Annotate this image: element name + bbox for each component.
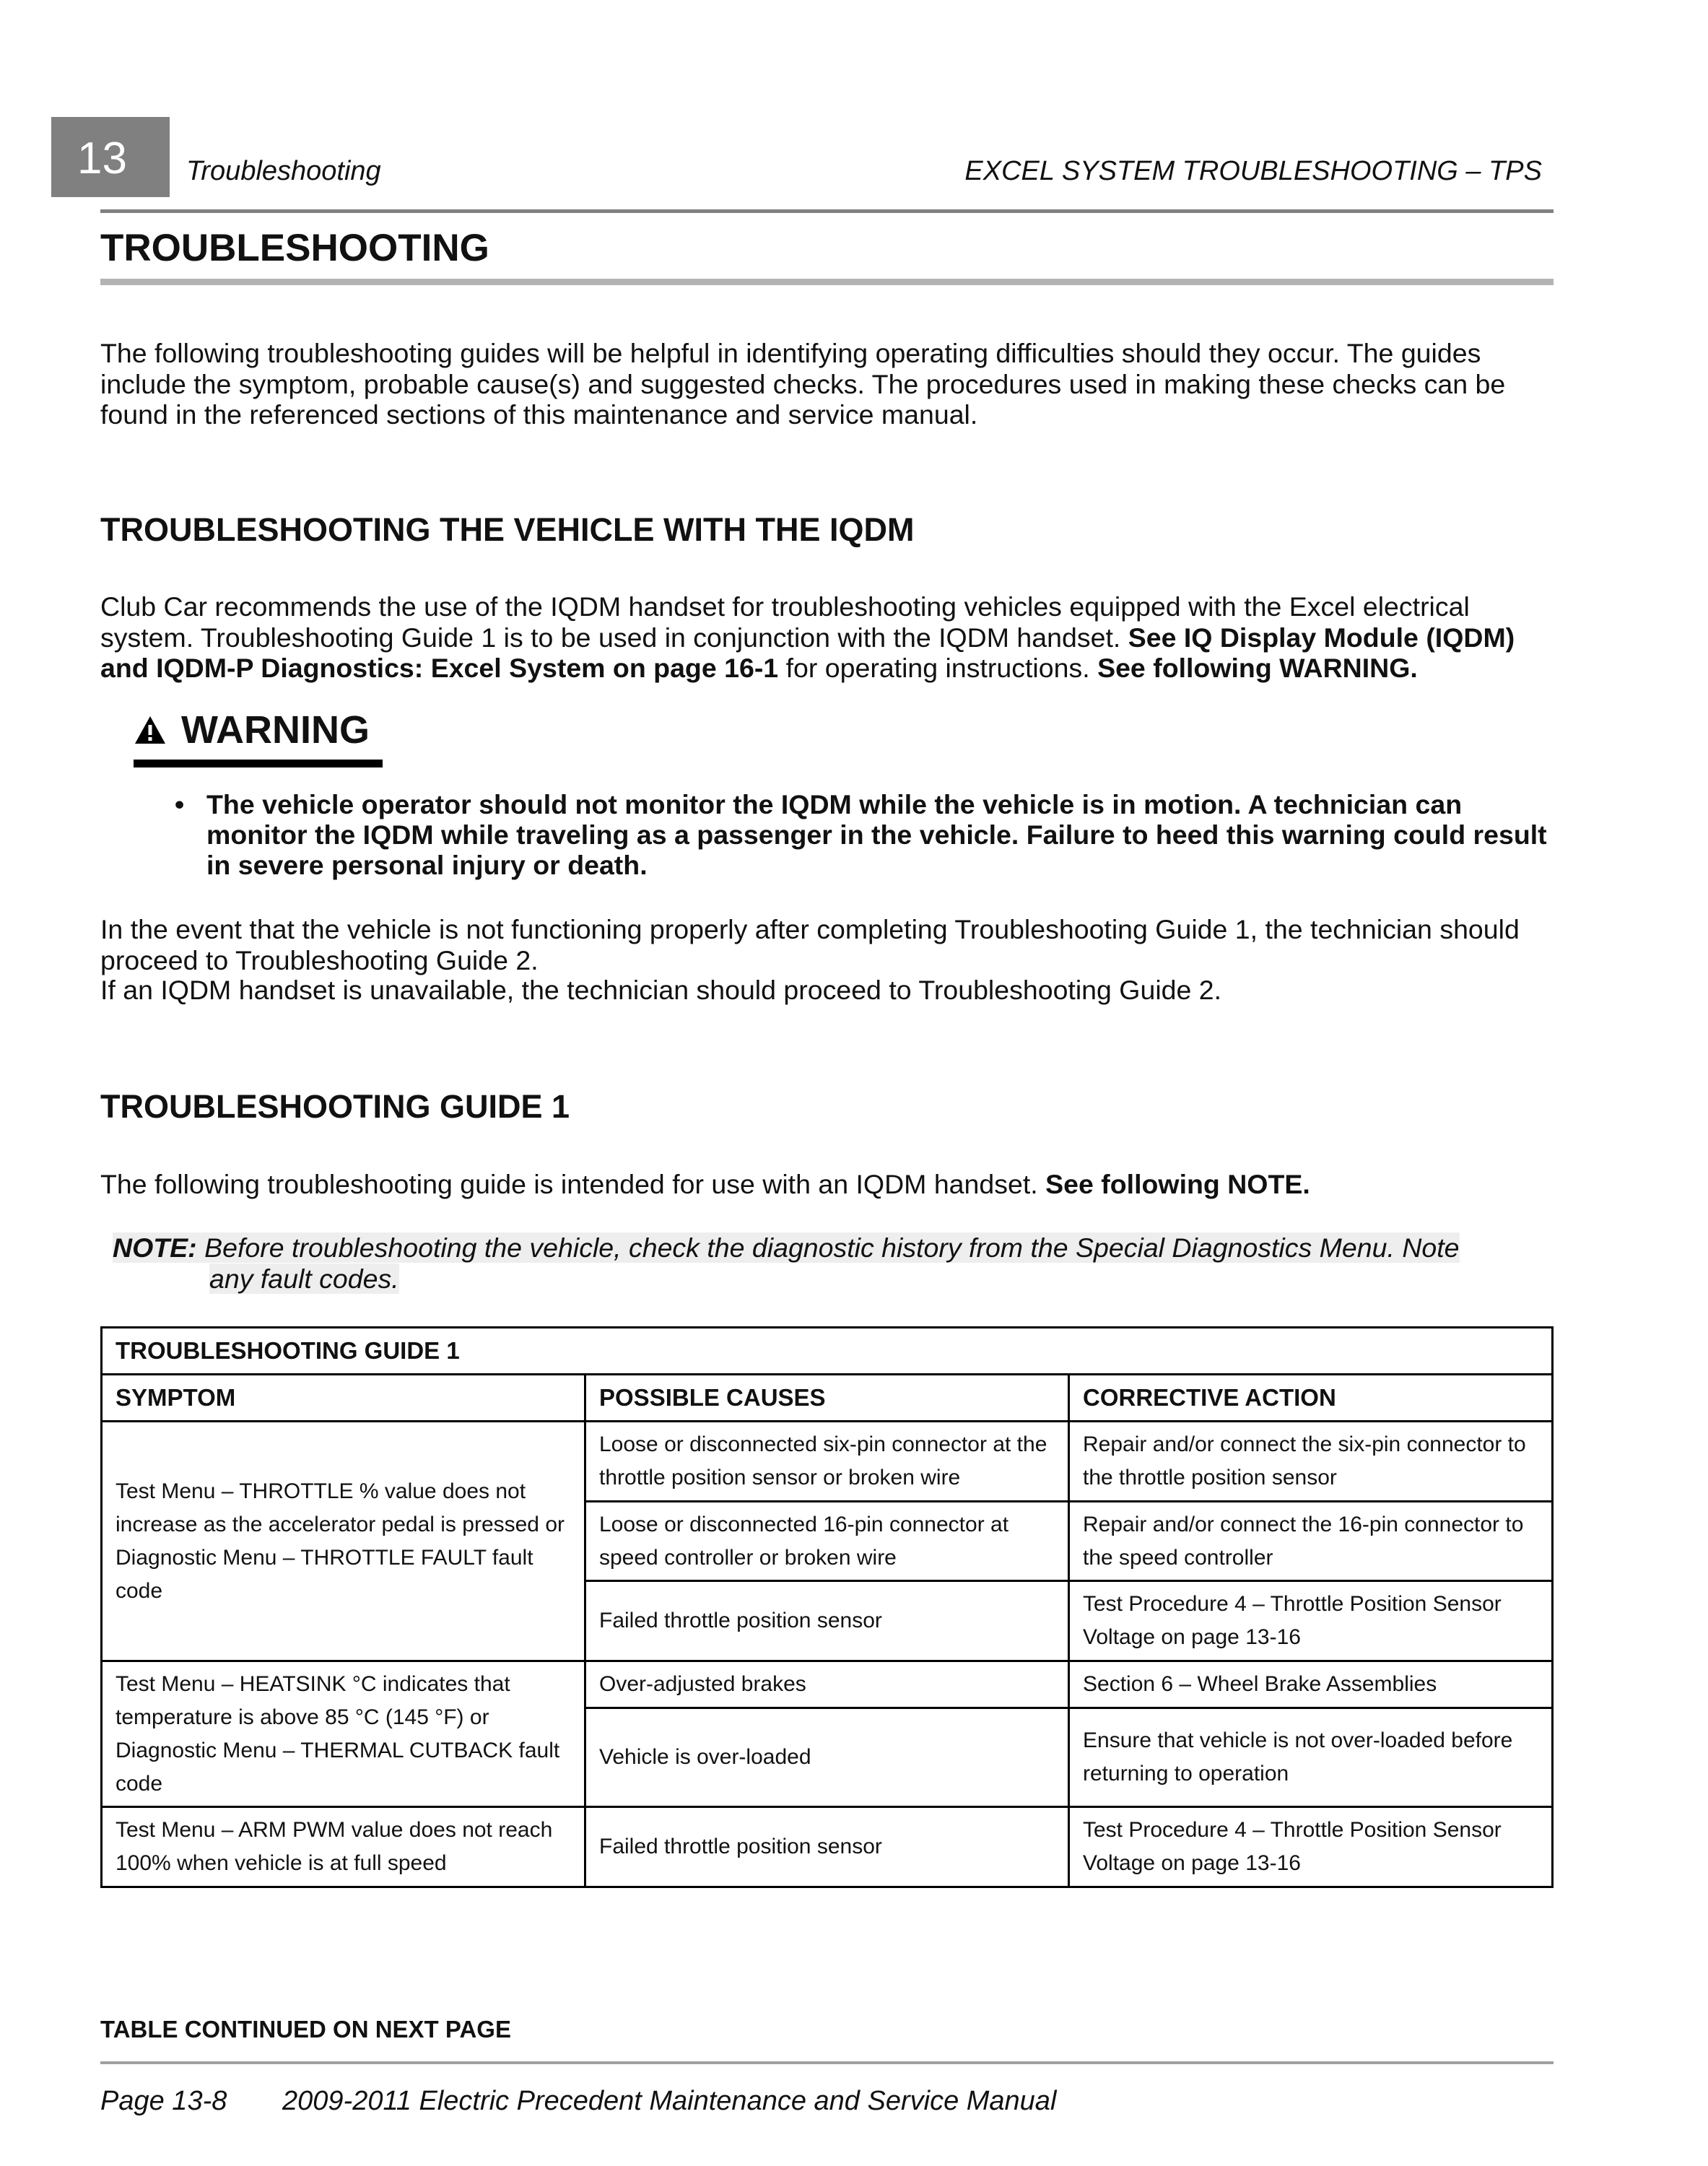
section-name: Troubleshooting	[186, 156, 381, 186]
cause-cell: Loose or disconnected six-pin connector at the throttle position sensor or broken wire	[585, 1422, 1069, 1502]
cause-cell: Failed throttle position sensor	[585, 1807, 1069, 1887]
table-row	[102, 1422, 1553, 1502]
warning-label: WARNING	[181, 708, 370, 752]
note-label: NOTE:	[113, 1232, 197, 1263]
note-reference: See following NOTE.	[1045, 1169, 1310, 1199]
cause-cell: Vehicle is over-loaded	[585, 1708, 1069, 1807]
symptom-cell: Test Menu – THROTTLE % value does not increase as the accelerator pedal is pressed or Diagnostic Menu – THROTTLE FAULT fault code	[102, 1422, 585, 1661]
column-header: CORRECTIVE ACTION	[1069, 1375, 1553, 1422]
table-row	[102, 1661, 1553, 1708]
symptom-cell: Test Menu – HEATSINK °C indicates that temperature is above 85 °C (145 °F) or Diagnostic Menu – THERMAL CUTBACK fault code	[102, 1661, 585, 1807]
action-cell: Test Procedure 4 – Throttle Position Sensor Voltage on page 13-16	[1069, 1581, 1553, 1661]
guide1-paragraph	[100, 1169, 1566, 1200]
paragraph: In the event that the vehicle is not functioning properly after completing Troubleshooting Guide 1, the technician should proceed to Troubleshooting Guide 2.	[100, 914, 1520, 975]
action-cell: Section 6 – Wheel Brake Assemblies	[1069, 1661, 1553, 1708]
note	[113, 1232, 1460, 1295]
table-continued-note: TABLE CONTINUED ON NEXT PAGE	[100, 2016, 511, 2043]
action-cell: Test Procedure 4 – Throttle Position Sensor Voltage on page 13-16	[1069, 1807, 1553, 1887]
footer-rule	[100, 2061, 1554, 2064]
troubleshooting-table	[100, 1326, 1554, 1888]
text: Club Car recommends the use of the IQDM handset for troubleshooting vehicles equipped with the Excel electrical system. Troubleshooting Guide 1 is to be used in conjunction with the IQDM handset.	[100, 591, 1470, 653]
iqdm-paragraph	[100, 591, 1566, 684]
text: for operating instructions.	[778, 653, 1098, 683]
warning-text: The vehicle operator should not monitor the IQDM while the vehicle is in motion. A technician can monitor the IQDM while traveling as a passenger in the vehicle. Failure to heed this warning could result in severe personal injury or death.	[206, 789, 1547, 880]
column-header: SYMPTOM	[102, 1375, 585, 1422]
action-cell: Repair and/or connect the six-pin connector to the throttle position sensor	[1069, 1422, 1553, 1502]
action-cell: Ensure that vehicle is not over-loaded before returning to operation	[1069, 1708, 1553, 1807]
symptom-cell: Test Menu – ARM PWM value does not reach 100% when vehicle is at full speed	[102, 1807, 585, 1887]
bullet: •	[175, 789, 185, 819]
title-rule	[100, 279, 1554, 285]
action-cell: Repair and/or connect the 16-pin connector to the speed controller	[1069, 1502, 1553, 1581]
header-rule	[100, 209, 1554, 213]
manual-title: 2009-2011 Electric Precedent Maintenance and Service Manual	[282, 2086, 1057, 2116]
warning-header	[134, 708, 370, 752]
guide1-heading: TROUBLESHOOTING GUIDE 1	[100, 1088, 570, 1125]
page-number: Page 13-8	[100, 2086, 227, 2116]
page-title: TROUBLESHOOTING	[100, 227, 489, 269]
column-header: POSSIBLE CAUSES	[585, 1375, 1069, 1422]
table-title: TROUBLESHOOTING GUIDE 1	[102, 1328, 1553, 1375]
warning-reference: See following WARNING.	[1097, 653, 1418, 683]
iqdm-heading: TROUBLESHOOTING THE VEHICLE WITH THE IQDM	[100, 511, 915, 548]
intro-paragraph: The following troubleshooting guides will be helpful in identifying operating difficulties should they occur. The guides include the symptom, probable cause(s) and suggested checks. The procedures used in making these checks can be found in the referenced sections of this maintenance and service manual.	[100, 338, 1506, 430]
note-text: any fault codes.	[209, 1264, 399, 1294]
note-text: Before troubleshooting the vehicle, check the diagnostic history from the Special Diagnostics Menu. Note	[196, 1232, 1460, 1263]
reference-link: See IQ Display Module (IQDM) and IQDM-P Diagnostics: Excel System on page 16-1	[100, 622, 1515, 683]
table-row	[102, 1807, 1553, 1887]
warning-triangle-icon	[134, 715, 167, 745]
chapter-tab: 13	[51, 117, 170, 197]
warning-underline	[134, 760, 383, 767]
cause-cell: Over-adjusted brakes	[585, 1661, 1069, 1708]
cause-cell: Failed throttle position sensor	[585, 1581, 1069, 1661]
paragraph: If an IQDM handset is unavailable, the technician should proceed to Troubleshooting Guide 2.	[100, 975, 1222, 1005]
text: The following troubleshooting guide is intended for use with an IQDM handset.	[100, 1169, 1046, 1199]
header-title: EXCEL SYSTEM TROUBLESHOOTING – TPS	[964, 156, 1542, 186]
cause-cell: Loose or disconnected 16-pin connector at speed controller or broken wire	[585, 1502, 1069, 1581]
